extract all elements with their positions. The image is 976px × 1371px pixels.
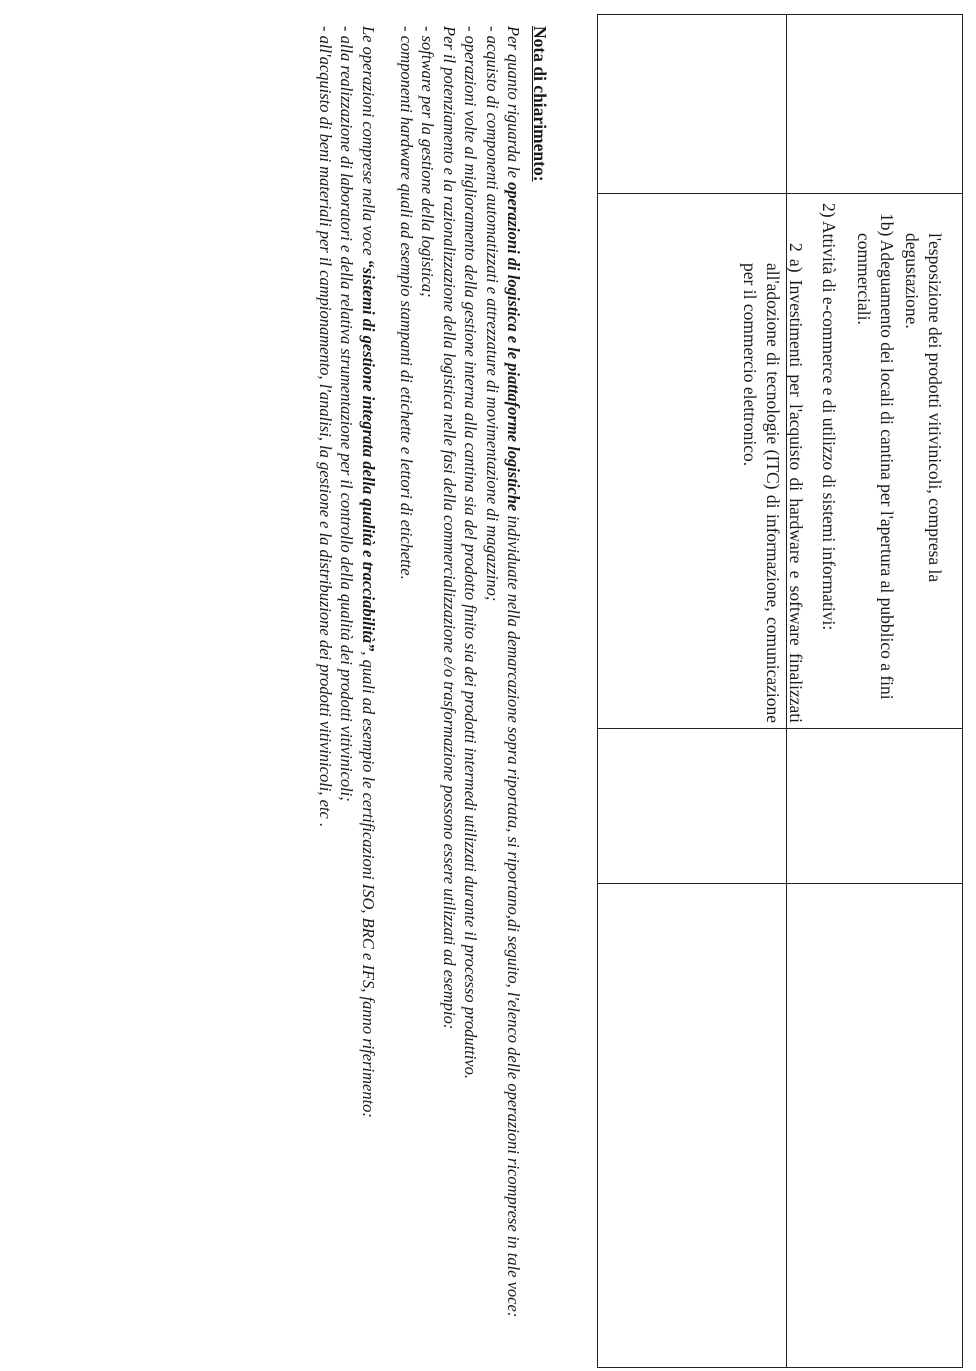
cell-text-line: degustazione. bbox=[902, 233, 922, 329]
table-column-divider bbox=[598, 728, 962, 729]
note-body bbox=[314, 26, 524, 1371]
note-paragraph bbox=[357, 26, 378, 1371]
note-title-text: Nota di chiarimento bbox=[530, 26, 550, 176]
note-bullet: - software per la gestione della logistica; bbox=[418, 26, 438, 298]
note-text: , quali ad esempio le certificazioni ISO, BRC e IFS, fanno riferimento: bbox=[358, 651, 378, 1118]
note-bullet: - componenti hardware quali ad esempio stampanti di etichette e lettori di etichette. bbox=[396, 26, 416, 580]
item-1b: 1b) Adeguamento dei locali di cantina per l'apertura al pubblico a fini commerciali. bbox=[854, 213, 897, 700]
note-title bbox=[529, 26, 550, 182]
note-text: individuate nella demarcazione sopra riportata, si riportano,di seguito, l'elenco delle operazioni ricomprese in tale voce: bbox=[504, 511, 523, 1318]
note-text: Le operazioni comprese nella voce bbox=[358, 26, 378, 260]
item-2a: 2 a) Investimenti per l'acquisto di hardware e software finalizzati all'adozione di tecnologie (ITC) di informazione, comunicazione per il commercio elettronico. bbox=[740, 243, 806, 723]
note-bold-text: “sistemi di gestione integrata della qualità e tracciabilità” bbox=[358, 259, 378, 652]
item-2-heading: 2) Attività di e-commerce e di utilizzo di sistemi informativi: bbox=[819, 203, 839, 631]
note-paragraph: Per il potenziamento e la razionalizzazione della logistica nelle fasi della commercializzazione e/o trasformazione possono essere utilizzati ad esempio: bbox=[439, 26, 459, 1030]
note-bullet: - all'acquisto di beni materiali per il campionamento, l'analisi, la gestione e la distribuzione dei prodotti vitivinicoli, etc . bbox=[315, 26, 335, 828]
measures-table bbox=[597, 14, 963, 1368]
table-column-divider bbox=[598, 883, 962, 884]
note-text: Per quanto riguarda le bbox=[504, 26, 523, 183]
note-bold-text: operazioni di logistica e le piattaforme logistiche bbox=[504, 182, 523, 512]
cell-text-line: l'esposizione dei prodotti vitivinicoli, compresa la bbox=[925, 233, 945, 583]
note-paragraph bbox=[503, 26, 524, 1371]
note-bullet: - acquisto di componenti automatizzati e attrezzature di movimentazione di magazzino; bbox=[482, 26, 502, 602]
note-bullet: - operazioni volte al miglioramento della gestione interna alla cantina sia del prodotto finito sia dei prodotti intermedi utilizzati durante il processo produttivo. bbox=[461, 26, 481, 1080]
table-column-divider bbox=[598, 193, 962, 194]
note-title-colon: : bbox=[530, 175, 550, 182]
table-cell-measures bbox=[738, 203, 946, 723]
note-bullet: - alla realizzazione di laboratori e della relativa strumentazione per il controllo della qualità dei prodotti vitivinicoli; bbox=[337, 26, 357, 802]
